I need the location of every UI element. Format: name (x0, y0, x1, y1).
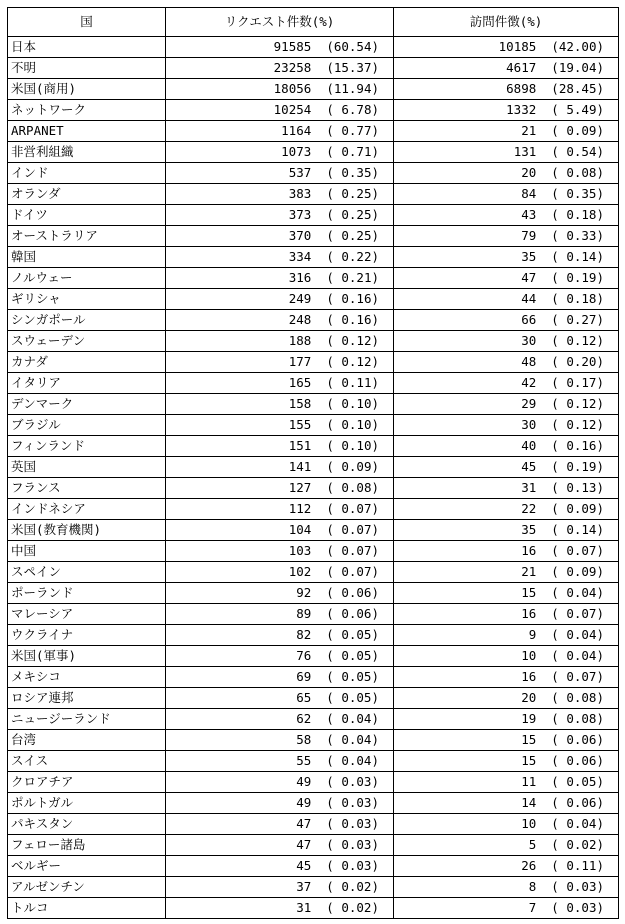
visits-cell: 44 ( 0.18) (394, 289, 619, 310)
requests-cell: 103 ( 0.07) (166, 541, 394, 562)
table-row (8, 898, 619, 919)
country-cell: クロアチア (8, 772, 166, 793)
country-cell: インド (8, 163, 166, 184)
table-row (8, 247, 619, 268)
table-row (8, 835, 619, 856)
country-cell: オランダ (8, 184, 166, 205)
visits-cell: 16 ( 0.07) (394, 667, 619, 688)
requests-cell: 10254 ( 6.78) (166, 100, 394, 121)
visits-cell: 15 ( 0.06) (394, 730, 619, 751)
requests-cell: 155 ( 0.10) (166, 415, 394, 436)
table-header (8, 8, 619, 37)
country-cell: 非営利組織 (8, 142, 166, 163)
country-cell: 日本 (8, 37, 166, 58)
table-row (8, 772, 619, 793)
table-row (8, 205, 619, 226)
country-cell: ベルギー (8, 856, 166, 877)
requests-cell: 76 ( 0.05) (166, 646, 394, 667)
requests-cell: 102 ( 0.07) (166, 562, 394, 583)
requests-cell: 151 ( 0.10) (166, 436, 394, 457)
country-cell: 韓国 (8, 247, 166, 268)
visits-cell: 22 ( 0.09) (394, 499, 619, 520)
country-cell: ポーランド (8, 583, 166, 604)
requests-cell: 1164 ( 0.77) (166, 121, 394, 142)
country-cell: パキスタン (8, 814, 166, 835)
visits-cell: 84 ( 0.35) (394, 184, 619, 205)
country-access-table (7, 7, 619, 919)
table-row (8, 478, 619, 499)
table-row (8, 352, 619, 373)
table-row (8, 184, 619, 205)
requests-cell: 89 ( 0.06) (166, 604, 394, 625)
table-row (8, 562, 619, 583)
requests-cell: 141 ( 0.09) (166, 457, 394, 478)
visits-cell: 15 ( 0.06) (394, 751, 619, 772)
table-row (8, 37, 619, 58)
requests-cell: 158 ( 0.10) (166, 394, 394, 415)
table-row (8, 457, 619, 478)
table-row (8, 541, 619, 562)
visits-cell: 31 ( 0.13) (394, 478, 619, 499)
visits-cell: 20 ( 0.08) (394, 163, 619, 184)
requests-cell: 49 ( 0.03) (166, 772, 394, 793)
visits-cell: 10 ( 0.04) (394, 646, 619, 667)
table-row (8, 331, 619, 352)
country-cell: デンマーク (8, 394, 166, 415)
visits-cell: 4617 (19.04) (394, 58, 619, 79)
visits-cell: 16 ( 0.07) (394, 604, 619, 625)
visits-cell: 43 ( 0.18) (394, 205, 619, 226)
requests-cell: 65 ( 0.05) (166, 688, 394, 709)
country-cell: ノルウェー (8, 268, 166, 289)
visits-cell: 35 ( 0.14) (394, 247, 619, 268)
country-cell: シンガポール (8, 310, 166, 331)
country-cell: カナダ (8, 352, 166, 373)
table-row (8, 499, 619, 520)
requests-cell: 45 ( 0.03) (166, 856, 394, 877)
country-cell: スウェーデン (8, 331, 166, 352)
requests-cell: 37 ( 0.02) (166, 877, 394, 898)
table-row (8, 688, 619, 709)
country-cell: 米国(教育機関) (8, 520, 166, 541)
requests-cell: 537 ( 0.35) (166, 163, 394, 184)
table-row (8, 856, 619, 877)
requests-cell: 370 ( 0.25) (166, 226, 394, 247)
visits-cell: 16 ( 0.07) (394, 541, 619, 562)
table-row (8, 667, 619, 688)
visits-cell: 30 ( 0.12) (394, 331, 619, 352)
requests-cell: 47 ( 0.03) (166, 814, 394, 835)
visits-cell: 10 ( 0.04) (394, 814, 619, 835)
requests-cell: 165 ( 0.11) (166, 373, 394, 394)
requests-cell: 47 ( 0.03) (166, 835, 394, 856)
table-body (8, 37, 619, 919)
table-row (8, 604, 619, 625)
requests-cell: 112 ( 0.07) (166, 499, 394, 520)
requests-cell: 1073 ( 0.71) (166, 142, 394, 163)
table-row (8, 814, 619, 835)
requests-cell: 188 ( 0.12) (166, 331, 394, 352)
requests-cell: 316 ( 0.21) (166, 268, 394, 289)
table-row (8, 268, 619, 289)
country-cell: インドネシア (8, 499, 166, 520)
table-row (8, 163, 619, 184)
table-row (8, 142, 619, 163)
visits-cell: 9 ( 0.04) (394, 625, 619, 646)
country-cell: ブラジル (8, 415, 166, 436)
visits-cell: 79 ( 0.33) (394, 226, 619, 247)
table-row (8, 793, 619, 814)
requests-cell: 58 ( 0.04) (166, 730, 394, 751)
country-cell: 台湾 (8, 730, 166, 751)
visits-cell: 131 ( 0.54) (394, 142, 619, 163)
visits-cell: 14 ( 0.06) (394, 793, 619, 814)
country-cell: ロシア連邦 (8, 688, 166, 709)
requests-cell: 62 ( 0.04) (166, 709, 394, 730)
visits-cell: 6898 (28.45) (394, 79, 619, 100)
table-row (8, 79, 619, 100)
table-row (8, 394, 619, 415)
country-cell: 米国(軍事) (8, 646, 166, 667)
table-row (8, 709, 619, 730)
country-cell: フェロー諸島 (8, 835, 166, 856)
visits-cell: 21 ( 0.09) (394, 121, 619, 142)
country-cell: メキシコ (8, 667, 166, 688)
table-row (8, 751, 619, 772)
visits-cell: 7 ( 0.03) (394, 898, 619, 919)
requests-cell: 334 ( 0.22) (166, 247, 394, 268)
requests-cell: 49 ( 0.03) (166, 793, 394, 814)
country-cell: 米国(商用) (8, 79, 166, 100)
visits-cell: 66 ( 0.27) (394, 310, 619, 331)
visits-cell: 8 ( 0.03) (394, 877, 619, 898)
visits-cell: 20 ( 0.08) (394, 688, 619, 709)
header-row (8, 8, 619, 37)
visits-cell: 26 ( 0.11) (394, 856, 619, 877)
table-row (8, 226, 619, 247)
requests-cell: 92 ( 0.06) (166, 583, 394, 604)
requests-cell: 55 ( 0.04) (166, 751, 394, 772)
country-cell: ドイツ (8, 205, 166, 226)
country-cell: ウクライナ (8, 625, 166, 646)
country-cell: 英国 (8, 457, 166, 478)
country-cell: イタリア (8, 373, 166, 394)
requests-cell: 248 ( 0.16) (166, 310, 394, 331)
country-cell: スペイン (8, 562, 166, 583)
visits-cell: 1332 ( 5.49) (394, 100, 619, 121)
table-row (8, 583, 619, 604)
country-cell: マレーシア (8, 604, 166, 625)
table-row (8, 415, 619, 436)
country-cell: ニュージーランド (8, 709, 166, 730)
visits-cell: 11 ( 0.05) (394, 772, 619, 793)
requests-cell: 18056 (11.94) (166, 79, 394, 100)
visits-cell: 45 ( 0.19) (394, 457, 619, 478)
requests-cell: 23258 (15.37) (166, 58, 394, 79)
table-row (8, 121, 619, 142)
visits-cell: 48 ( 0.20) (394, 352, 619, 373)
table-row (8, 646, 619, 667)
country-cell: トルコ (8, 898, 166, 919)
table-row (8, 289, 619, 310)
visits-cell: 29 ( 0.12) (394, 394, 619, 415)
country-cell: 中国 (8, 541, 166, 562)
visits-cell: 35 ( 0.14) (394, 520, 619, 541)
visits-cell: 5 ( 0.02) (394, 835, 619, 856)
requests-cell: 104 ( 0.07) (166, 520, 394, 541)
table-row (8, 520, 619, 541)
requests-cell: 127 ( 0.08) (166, 478, 394, 499)
table-row (8, 100, 619, 121)
requests-cell: 82 ( 0.05) (166, 625, 394, 646)
requests-cell: 373 ( 0.25) (166, 205, 394, 226)
header-visits: 訪問件徴(%) (394, 8, 619, 37)
table-row (8, 310, 619, 331)
requests-cell: 383 ( 0.25) (166, 184, 394, 205)
requests-cell: 91585 (60.54) (166, 37, 394, 58)
table-row (8, 436, 619, 457)
header-requests: リクエスト件数(%) (166, 8, 394, 37)
header-country: 国 (8, 8, 166, 37)
country-cell: ギリシャ (8, 289, 166, 310)
visits-cell: 15 ( 0.04) (394, 583, 619, 604)
visits-cell: 42 ( 0.17) (394, 373, 619, 394)
country-cell: ポルトガル (8, 793, 166, 814)
country-cell: ネットワーク (8, 100, 166, 121)
table-row (8, 877, 619, 898)
visits-cell: 47 ( 0.19) (394, 268, 619, 289)
visits-cell: 19 ( 0.08) (394, 709, 619, 730)
requests-cell: 177 ( 0.12) (166, 352, 394, 373)
country-cell: アルゼンチン (8, 877, 166, 898)
country-cell: スイス (8, 751, 166, 772)
country-cell: 不明 (8, 58, 166, 79)
table-row (8, 730, 619, 751)
table-row (8, 58, 619, 79)
country-cell: オーストラリア (8, 226, 166, 247)
requests-cell: 69 ( 0.05) (166, 667, 394, 688)
visits-cell: 21 ( 0.09) (394, 562, 619, 583)
visits-cell: 10185 (42.00) (394, 37, 619, 58)
visits-cell: 30 ( 0.12) (394, 415, 619, 436)
requests-cell: 249 ( 0.16) (166, 289, 394, 310)
country-cell: フィンランド (8, 436, 166, 457)
country-cell: フランス (8, 478, 166, 499)
table-row (8, 625, 619, 646)
table-row (8, 373, 619, 394)
visits-cell: 40 ( 0.16) (394, 436, 619, 457)
country-cell: ARPANET (8, 121, 166, 142)
requests-cell: 31 ( 0.02) (166, 898, 394, 919)
